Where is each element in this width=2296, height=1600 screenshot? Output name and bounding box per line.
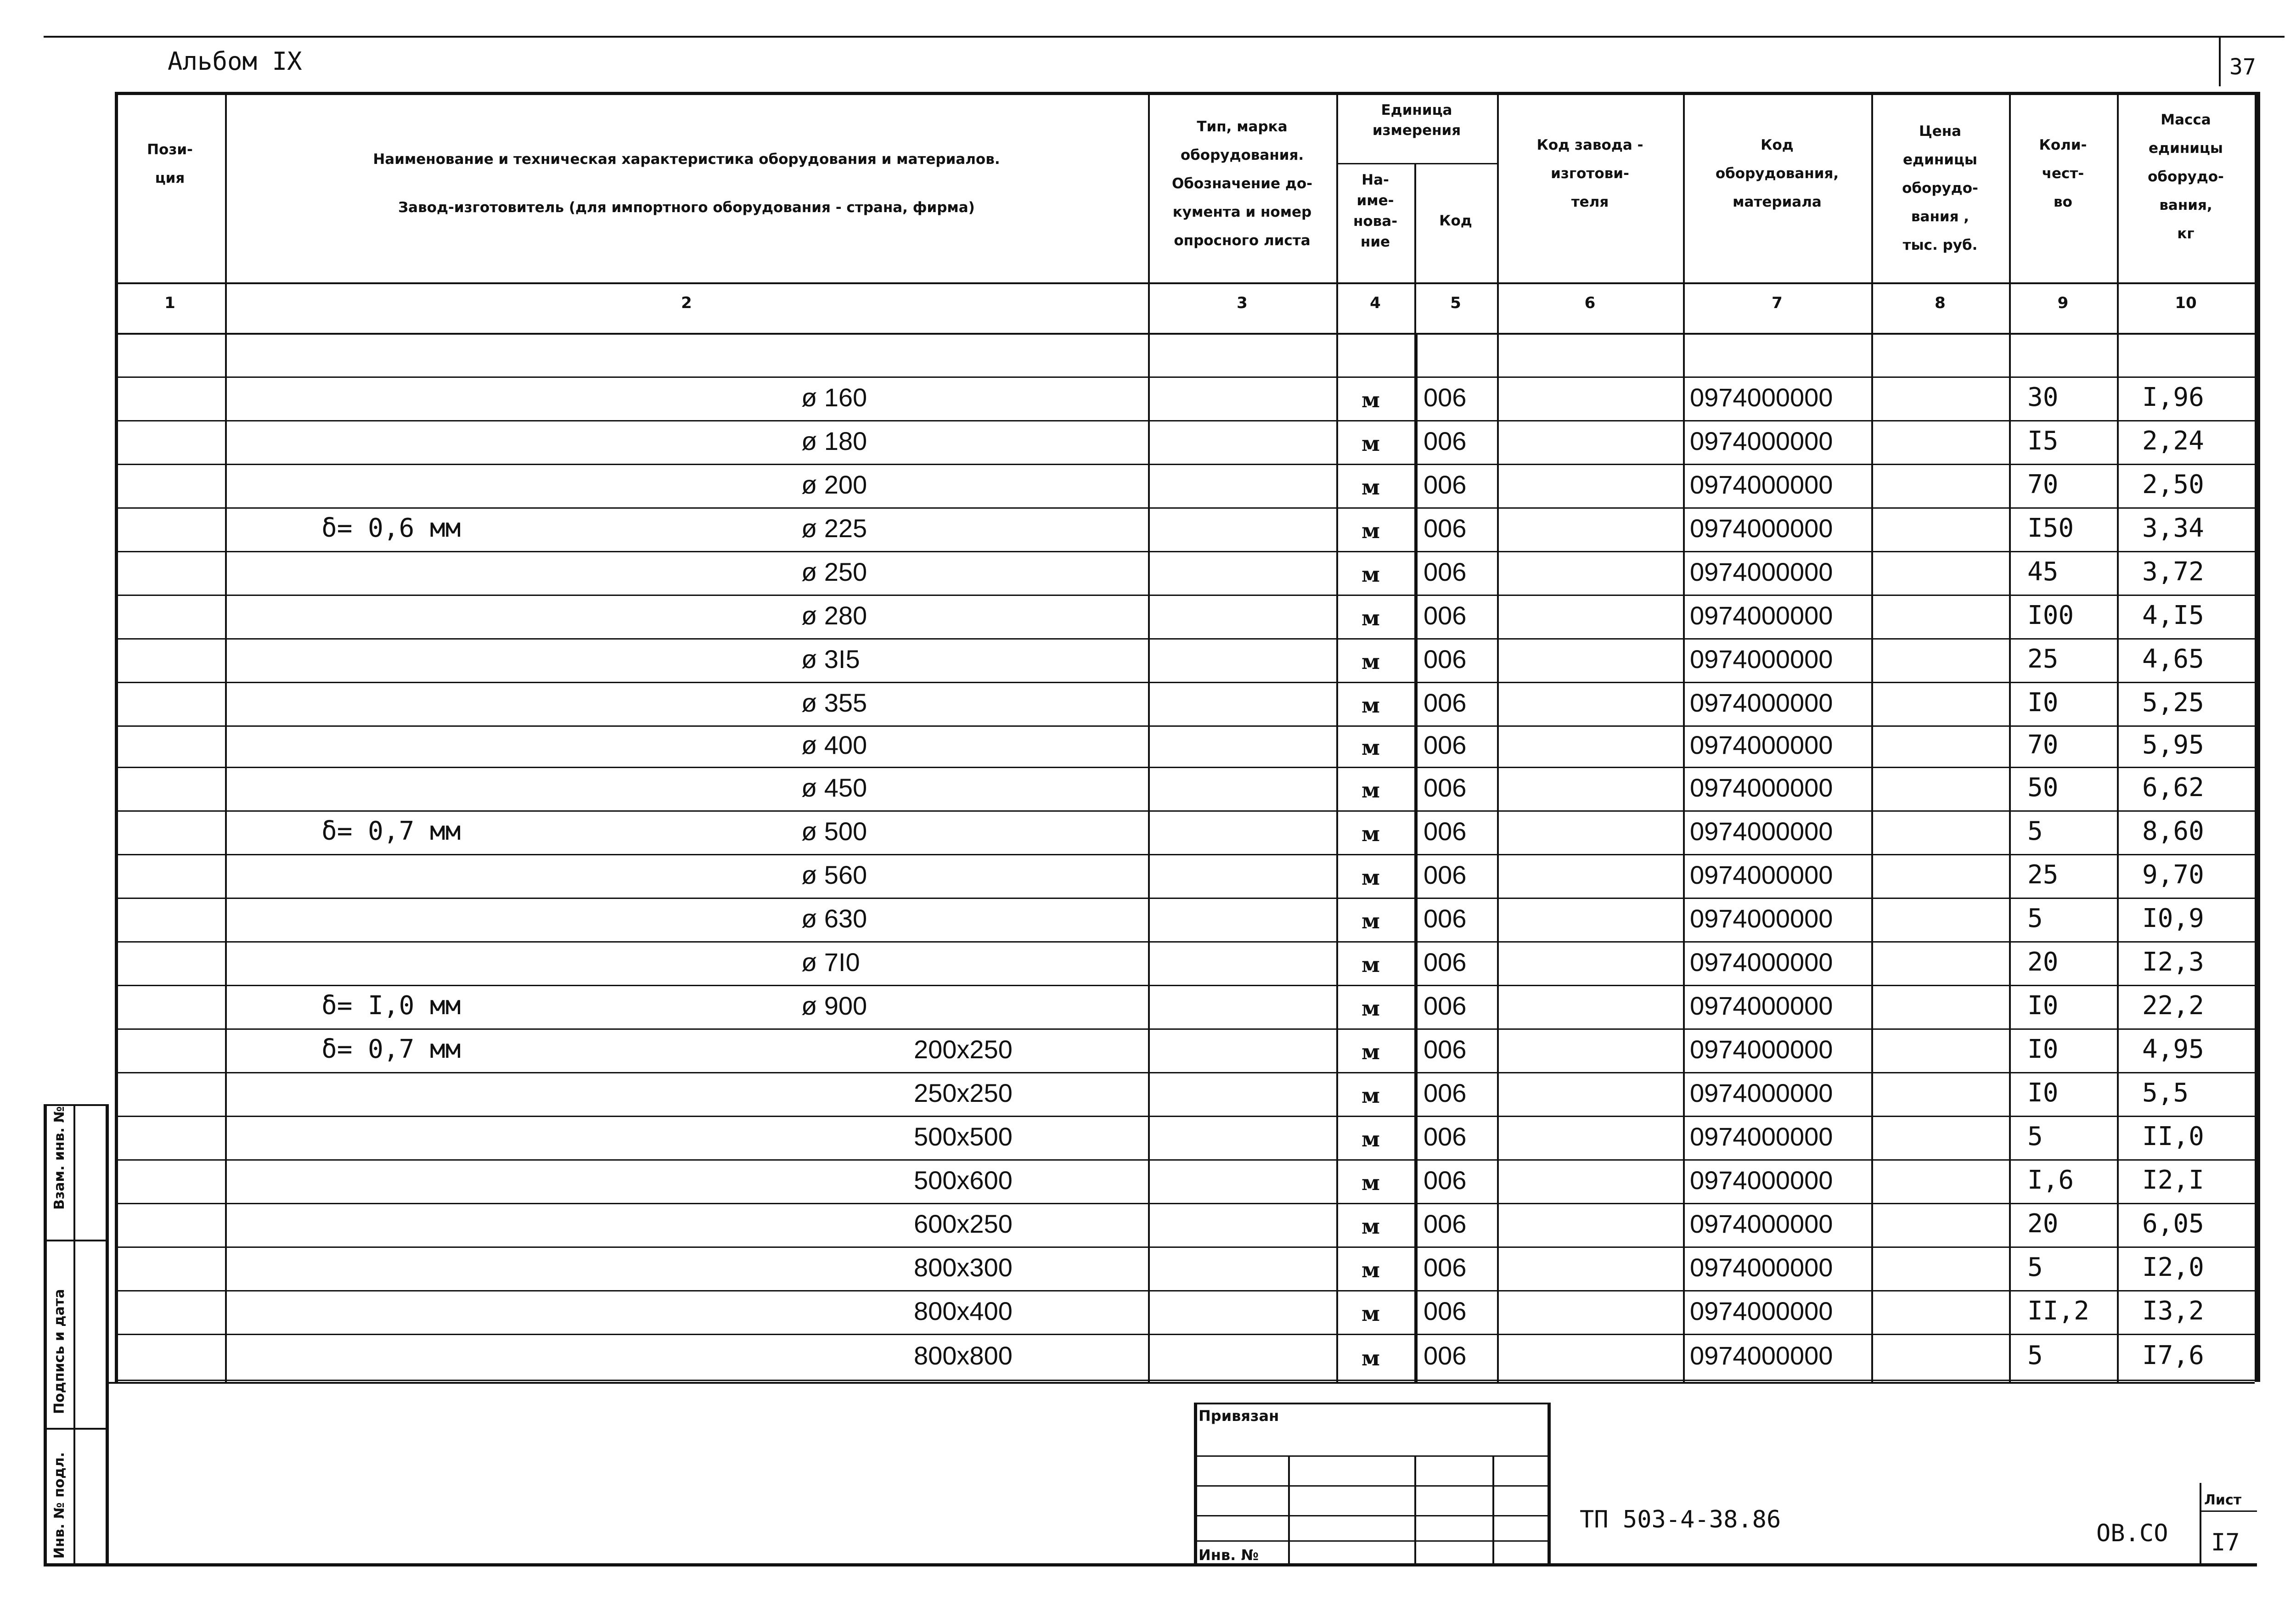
mass-cell: 8,60	[2142, 816, 2204, 846]
material-code-cell: 0974000000	[1690, 644, 1833, 674]
size-cell: ø 225	[801, 513, 867, 543]
col-num-8: 8	[1935, 294, 1946, 312]
qty-cell: I,6	[2027, 1165, 2074, 1195]
size-cell: 800x800	[914, 1341, 1013, 1370]
col-num-9: 9	[2057, 294, 2069, 312]
qty-cell: 45	[2027, 556, 2059, 587]
size-cell: 200x250	[914, 1034, 1013, 1064]
material-code-cell: 0974000000	[1690, 1252, 1833, 1282]
side-inv-orig: Инв. № подл.	[51, 1452, 68, 1559]
grid-line	[115, 376, 2255, 378]
code-cell: 006	[1424, 1296, 1467, 1325]
qty-cell: II,2	[2027, 1296, 2089, 1326]
mass-cell: 4,65	[2142, 644, 2204, 674]
material-code-cell: 0974000000	[1690, 1341, 1833, 1370]
bound-label: Привязан	[1199, 1407, 1279, 1425]
mass-cell: I2,0	[2142, 1252, 2204, 1282]
material-code-cell: 0974000000	[1690, 601, 1833, 630]
material-code-cell: 0974000000	[1690, 1122, 1833, 1151]
unit-cell: м	[1362, 1083, 1380, 1108]
qty-cell: 5	[2027, 816, 2043, 846]
unit-cell: м	[1362, 908, 1380, 933]
unit-cell: м	[1362, 518, 1380, 543]
material-code-cell: 0974000000	[1690, 773, 1833, 802]
grid-line	[1414, 1455, 1416, 1563]
qty-cell: 30	[2027, 382, 2059, 412]
size-cell: 600x250	[914, 1209, 1013, 1238]
size-cell: ø 900	[801, 991, 867, 1020]
grid-line	[73, 1104, 75, 1566]
code-cell: 006	[1424, 644, 1467, 674]
col-num-6: 6	[1584, 294, 1596, 312]
col-header-6: Код завода - изготови- теля	[1536, 137, 1643, 210]
qty-cell: 25	[2027, 859, 2059, 890]
material-code-cell: 0974000000	[1690, 1034, 1833, 1064]
qty-cell: I0	[2027, 1078, 2059, 1108]
col-header-3: Тип, марка оборудования. Обозначение до- кумента и номер опросного листа	[1171, 118, 1313, 249]
thickness-cell: δ= 0,6 мм	[321, 513, 461, 543]
grid-line	[115, 854, 2255, 855]
qty-cell: 5	[2027, 1121, 2043, 1151]
side-sign-date: Подпись и дата	[51, 1289, 68, 1414]
grid-line	[106, 1563, 2257, 1566]
qty-cell: I50	[2027, 513, 2074, 543]
material-code-cell: 0974000000	[1690, 513, 1833, 543]
thickness-cell: δ= 0,7 мм	[321, 816, 461, 846]
grid-line	[1548, 1403, 1551, 1563]
material-code-cell: 0974000000	[1690, 904, 1833, 933]
unit-group-header: Единица измерения	[1372, 102, 1461, 139]
grid-line	[115, 898, 2255, 899]
grid-line	[225, 92, 227, 1382]
mass-cell: 6,05	[2142, 1208, 2204, 1239]
mass-cell: 2,50	[2142, 469, 2204, 500]
code-cell: 006	[1424, 1252, 1467, 1282]
size-cell: ø 7I0	[801, 947, 860, 977]
code-cell: 006	[1424, 860, 1467, 889]
grid-line	[115, 595, 2255, 596]
col-header-9: Коли- чест- во	[2039, 137, 2087, 210]
mass-cell: 6,62	[2142, 772, 2204, 803]
mass-cell: I2,3	[2142, 947, 2204, 977]
qty-cell: 5	[2027, 1341, 2043, 1370]
col-num-7: 7	[1772, 294, 1783, 312]
page-number-box	[2219, 36, 2221, 86]
col-num-5: 5	[1450, 294, 1461, 312]
grid-line	[115, 638, 2255, 640]
col-num-3: 3	[1237, 294, 1248, 312]
grid-line	[115, 1028, 2255, 1030]
grid-line	[2200, 1483, 2201, 1563]
material-code-cell: 0974000000	[1690, 688, 1833, 717]
code-cell: 006	[1424, 601, 1467, 630]
size-cell: 250x250	[914, 1078, 1013, 1107]
material-code-cell: 0974000000	[1690, 382, 1833, 412]
mass-cell: 4,I5	[2142, 600, 2204, 630]
material-code-cell: 0974000000	[1690, 730, 1833, 759]
code-cell: 006	[1424, 773, 1467, 802]
qty-cell: 25	[2027, 644, 2059, 674]
mass-cell: I0,9	[2142, 903, 2204, 933]
size-cell: ø 250	[801, 557, 867, 586]
unit-cell: м	[1362, 1126, 1380, 1151]
grid-line	[115, 1334, 2255, 1335]
grid-line	[2009, 92, 2011, 1382]
grid-line	[115, 282, 2255, 284]
material-code-cell: 0974000000	[1690, 426, 1833, 455]
qty-cell: 50	[2027, 772, 2059, 803]
grid-line	[1194, 1485, 1548, 1487]
unit-cell: м	[1362, 561, 1380, 587]
top-rule	[44, 36, 2285, 38]
grid-line	[115, 1290, 2255, 1291]
unit-cell: м	[1362, 995, 1380, 1021]
grid-line	[1194, 1403, 1197, 1563]
material-code-cell: 0974000000	[1690, 1165, 1833, 1195]
unit-cell: м	[1362, 605, 1380, 630]
mass-cell: 2,24	[2142, 426, 2204, 456]
mass-cell: I2,I	[2142, 1165, 2204, 1195]
code-cell: 006	[1424, 1078, 1467, 1107]
unit-cell: м	[1362, 1039, 1380, 1064]
qty-cell: I0	[2027, 1034, 2059, 1064]
code-cell: 006	[1424, 1341, 1467, 1370]
unit-cell: м	[1362, 865, 1380, 890]
sheet-number: I7	[2211, 1529, 2240, 1556]
grid-line	[115, 767, 2255, 768]
grid-line	[115, 464, 2255, 465]
grid-line	[44, 1240, 106, 1241]
unit-cell: м	[1362, 1301, 1380, 1326]
mass-cell: I3,2	[2142, 1296, 2204, 1326]
col-header-1: Пози- ция	[147, 141, 193, 186]
col-header-7: Код оборудования, материала	[1715, 137, 1839, 210]
code-cell: 006	[1424, 730, 1467, 759]
col-num-4: 4	[1370, 294, 1381, 312]
grid-line	[44, 1428, 106, 1430]
grid-line	[115, 507, 2255, 509]
size-cell: ø 160	[801, 382, 867, 412]
grid-line	[115, 92, 118, 1382]
grid-line	[115, 1159, 2255, 1161]
code-cell: 006	[1424, 991, 1467, 1020]
grid-line	[44, 1104, 47, 1566]
code-cell: 006	[1424, 557, 1467, 586]
code-cell: 006	[1424, 1122, 1467, 1151]
grid-line	[115, 92, 2255, 95]
size-cell: ø 630	[801, 904, 867, 933]
grid-line	[1414, 333, 1418, 1382]
code-cell: 006	[1424, 426, 1467, 455]
size-cell: ø 400	[801, 730, 867, 759]
inv-label: Инв. №	[1199, 1546, 1259, 1564]
grid-line	[115, 1116, 2255, 1117]
col-header-5: Код	[1439, 213, 1472, 229]
size-cell: 800x400	[914, 1296, 1013, 1325]
grid-line	[115, 1203, 2255, 1204]
qty-cell: 5	[2027, 1252, 2043, 1282]
material-code-cell: 0974000000	[1690, 1296, 1833, 1325]
mass-cell: II,0	[2142, 1121, 2204, 1151]
mass-cell: 5,95	[2142, 730, 2204, 760]
code-cell: 006	[1424, 688, 1467, 717]
grid-line	[115, 810, 2255, 812]
material-code-cell: 0974000000	[1690, 557, 1833, 586]
size-cell: ø 200	[801, 470, 867, 499]
qty-cell: I5	[2027, 426, 2059, 456]
code-cell: 006	[1424, 470, 1467, 499]
material-code-cell: 0974000000	[1690, 860, 1833, 889]
col-num-10: 10	[2175, 294, 2197, 312]
col-header-8: Цена единицы оборудо- вания , тыс. руб.	[1902, 123, 1978, 253]
unit-cell: м	[1362, 649, 1380, 674]
mass-cell: 22,2	[2142, 990, 2204, 1021]
mass-cell: 3,34	[2142, 513, 2204, 543]
grid-line	[115, 420, 2255, 421]
unit-cell: м	[1362, 952, 1380, 977]
grid-line	[115, 941, 2255, 943]
side-swap-inv: Взам. инв. №	[51, 1106, 68, 1210]
grid-line	[115, 985, 2255, 986]
code-cell: 006	[1424, 513, 1467, 543]
size-cell: 500x500	[914, 1122, 1013, 1151]
grid-line	[2117, 92, 2119, 1382]
grid-line	[1497, 92, 1499, 1382]
qty-cell: 20	[2027, 1208, 2059, 1239]
grid-line	[1148, 92, 1150, 1382]
unit-cell: м	[1362, 1346, 1380, 1370]
size-cell: 500x600	[914, 1165, 1013, 1195]
material-code-cell: 0974000000	[1690, 470, 1833, 499]
size-cell: ø 450	[801, 773, 867, 802]
code-cell: 006	[1424, 382, 1467, 412]
unit-cell: м	[1362, 1213, 1380, 1239]
code-cell: 006	[1424, 816, 1467, 846]
grid-line	[44, 1104, 106, 1106]
qty-cell: I0	[2027, 687, 2059, 718]
mass-cell: 5,5	[2142, 1078, 2189, 1108]
code-cell: 006	[1424, 1209, 1467, 1238]
material-code-cell: 0974000000	[1690, 947, 1833, 977]
size-cell: ø 560	[801, 860, 867, 889]
grid-line	[1194, 1403, 1548, 1404]
code-cell: 006	[1424, 1034, 1467, 1064]
thickness-cell: δ= 0,7 мм	[321, 1034, 461, 1064]
code-cell: 006	[1424, 904, 1467, 933]
qty-cell: 70	[2027, 730, 2059, 760]
unit-cell: м	[1362, 387, 1380, 412]
grid-line	[115, 1246, 2255, 1248]
unit-cell: м	[1362, 1257, 1380, 1282]
grid-line	[1336, 92, 1338, 1382]
qty-cell: 20	[2027, 947, 2059, 977]
unit-cell: м	[1362, 474, 1380, 500]
grid-line	[1336, 163, 1497, 164]
col-header-2: Наименование и техническая характеристика оборудования и материалов. Завод-изготовитель (для импортного оборудования - страна, фирма)	[373, 151, 1000, 216]
mass-cell: 9,70	[2142, 859, 2204, 890]
grid-line	[2200, 1510, 2257, 1512]
material-code-cell: 0974000000	[1690, 1209, 1833, 1238]
album-label: Альбом IX	[168, 47, 302, 76]
qty-cell: I00	[2027, 600, 2074, 630]
page-number: 37	[2229, 54, 2256, 80]
thickness-cell: δ= I,0 мм	[321, 990, 461, 1021]
grid-line	[115, 682, 2255, 683]
code-cell: 006	[1424, 947, 1467, 977]
col-num-1: 1	[164, 294, 175, 312]
material-code-cell: 0974000000	[1690, 991, 1833, 1020]
material-code-cell: 0974000000	[1690, 816, 1833, 846]
grid-line	[44, 1563, 106, 1566]
size-cell: ø 3I5	[801, 644, 860, 674]
grid-line	[115, 551, 2255, 552]
grid-line	[1194, 1540, 1548, 1542]
size-cell: 800x300	[914, 1252, 1013, 1282]
grid-line	[115, 725, 2255, 727]
size-cell: ø 355	[801, 688, 867, 717]
material-code-cell: 0974000000	[1690, 1078, 1833, 1107]
grid-line	[115, 1380, 2255, 1381]
mass-cell: I,96	[2142, 382, 2204, 412]
section-code: ОВ.СО	[2096, 1520, 2168, 1547]
grid-line	[2257, 92, 2260, 1382]
sheet-label: Лист	[2204, 1492, 2242, 1508]
grid-line	[1288, 1455, 1290, 1563]
document-code: ТП 503-4-38.86	[1580, 1506, 1781, 1533]
grid-line	[106, 1382, 2255, 1384]
unit-cell: м	[1362, 1170, 1380, 1195]
grid-line	[1492, 1455, 1494, 1563]
qty-cell: 70	[2027, 469, 2059, 500]
qty-cell: 5	[2027, 903, 2043, 933]
mass-cell: 3,72	[2142, 556, 2204, 587]
grid-line	[106, 1104, 109, 1566]
unit-cell: м	[1362, 692, 1380, 718]
unit-cell: м	[1362, 735, 1380, 760]
size-cell: ø 500	[801, 816, 867, 846]
grid-line	[1194, 1455, 1548, 1457]
unit-cell: м	[1362, 777, 1380, 803]
col-header-4: На- име- нова- ние	[1353, 172, 1398, 250]
grid-line	[115, 333, 2255, 335]
mass-cell: 5,25	[2142, 687, 2204, 718]
mass-cell: I7,6	[2142, 1341, 2204, 1370]
code-cell: 006	[1424, 1165, 1467, 1195]
grid-line	[1194, 1515, 1548, 1516]
grid-line	[1871, 92, 1873, 1382]
unit-cell: м	[1362, 821, 1380, 846]
unit-cell: м	[1362, 431, 1380, 456]
grid-line	[115, 1072, 2255, 1073]
grid-line	[1683, 92, 1685, 1382]
qty-cell: I0	[2027, 990, 2059, 1021]
size-cell: ø 280	[801, 601, 867, 630]
size-cell: ø 180	[801, 426, 867, 455]
col-num-2: 2	[681, 294, 692, 312]
mass-cell: 4,95	[2142, 1034, 2204, 1064]
col-header-10: Масса единицы оборудо- вания, кг	[2148, 112, 2224, 242]
